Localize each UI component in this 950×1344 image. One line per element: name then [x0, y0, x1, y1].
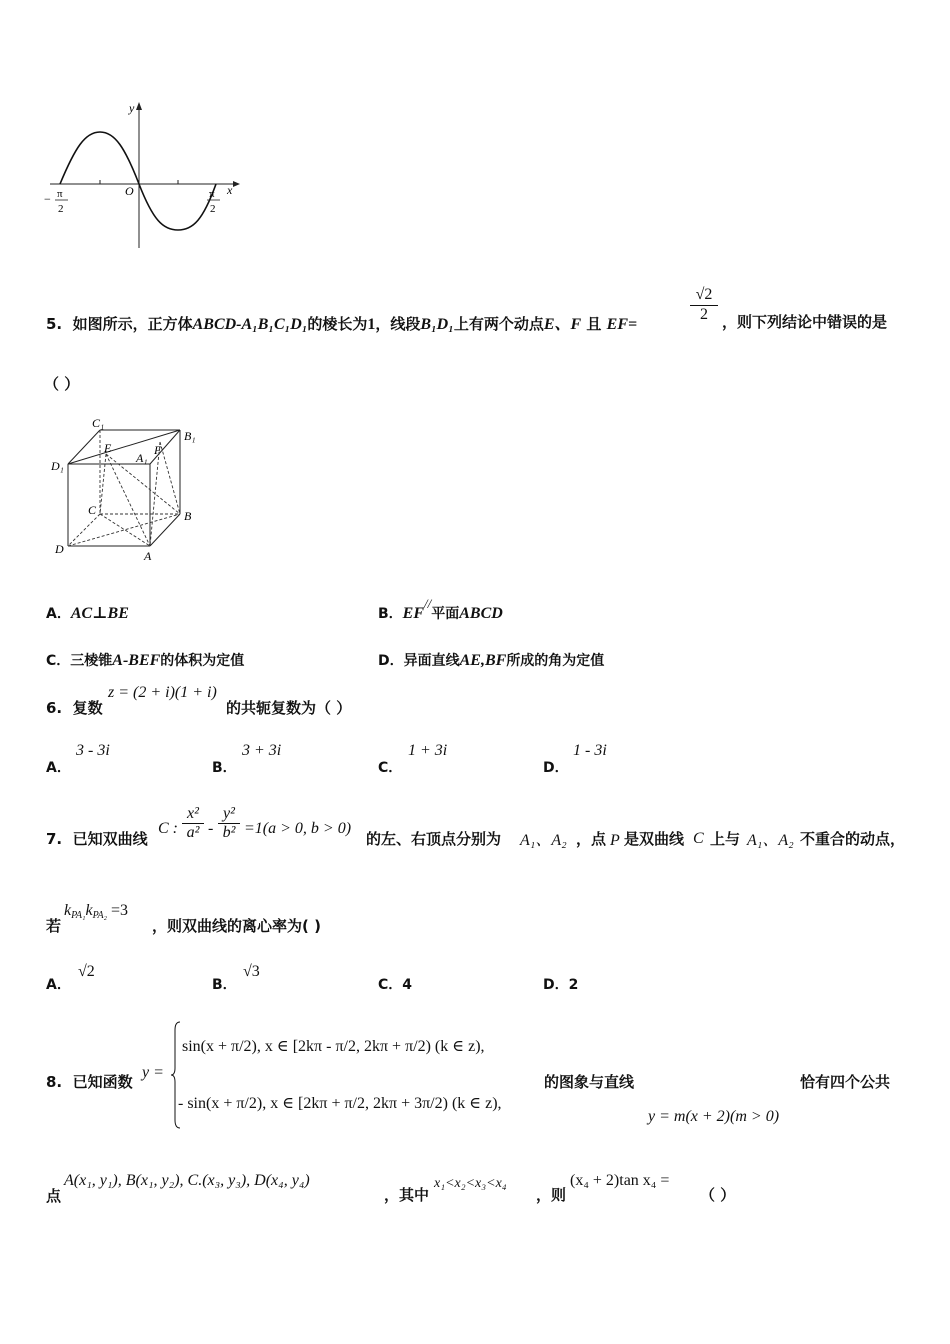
- q7-text-f: 不重合的动点，: [800, 830, 906, 848]
- left-tick-den: 2: [58, 203, 64, 215]
- q5-frac-num: √2: [690, 286, 718, 306]
- q5-option-a-label: A．: [46, 606, 71, 622]
- q5-option-c-pre: 三棱锥: [70, 653, 113, 669]
- q6-option-a-label[interactable]: A．: [46, 760, 71, 776]
- q5-option-a[interactable]: [46, 603, 129, 623]
- q5-option-b-label: B．: [378, 606, 403, 622]
- x-axis-label: x: [227, 183, 233, 197]
- q6-option-c-label[interactable]: C．: [378, 760, 403, 776]
- q7-option-b-value: √3: [243, 963, 260, 980]
- q8-row1: sin(x + π/2), x ∈ [2kπ - π/2, 2kπ + π/2) (k ∈ z),: [182, 1038, 485, 1055]
- q6-option-d-value: 1 - 3i: [573, 742, 607, 759]
- label-c: C: [88, 503, 97, 517]
- q7-option-a-label[interactable]: A．: [46, 977, 71, 993]
- q8-text-d: 点: [46, 1187, 62, 1205]
- q8-expr: [570, 1172, 669, 1190]
- q7-text-b: 的左、右顶点分别为: [366, 830, 502, 848]
- q8-row2: - sin(x + π/2), x ∈ [2kπ + π/2, 2kπ + 3π/2) (k ∈ z),: [178, 1095, 502, 1112]
- q8-expr-text: (x₄ + 2)tan x₄ =: [570, 1172, 670, 1189]
- q7-option-b-label[interactable]: B．: [212, 977, 237, 993]
- origin-label: O: [125, 184, 134, 198]
- q7-option-c[interactable]: [378, 974, 412, 994]
- q7-text-d: 是双曲线: [624, 830, 685, 848]
- q8-text-a: 已知函数: [72, 1073, 133, 1091]
- q7-y2: y²: [218, 805, 240, 824]
- q7-k1-letter: k: [64, 902, 72, 919]
- q5-option-c[interactable]: [46, 650, 244, 670]
- q7-k-rhs: =3: [111, 902, 129, 919]
- q6-stem-b: 的共轭复数为（ ）: [226, 699, 352, 717]
- q6-option-d-label[interactable]: D．: [543, 760, 569, 776]
- q7-frac-x: [182, 805, 204, 842]
- q6-option-a-value: 3 - 3i: [76, 742, 110, 759]
- left-sign: −: [44, 192, 51, 206]
- q7-option-a-value: √2: [78, 963, 95, 980]
- q7-k2-sub: PA₂: [92, 910, 108, 921]
- q6-stem-a: [46, 697, 103, 718]
- q8-text-b: 的图象与直线: [544, 1073, 635, 1091]
- q5-fraction: [690, 286, 718, 324]
- q5-frac-den: 2: [700, 306, 708, 323]
- q7-k1-sub: PA₁: [71, 910, 86, 921]
- q8-text-e: ，其中: [384, 1186, 430, 1204]
- q5-number: 5.: [46, 315, 63, 333]
- q6-option-b-value: 3 + 3i: [242, 742, 282, 759]
- q5-edge: 1: [367, 316, 376, 333]
- q5-segment: B₁D₁: [420, 316, 454, 333]
- left-tick-num: π: [57, 188, 63, 200]
- q7-stem-a: [46, 828, 148, 849]
- q7-number: 7.: [46, 830, 63, 848]
- q5-option-c-name: A-BEF: [112, 652, 161, 669]
- q8-number: 8.: [46, 1073, 63, 1091]
- q8-stem-a: [46, 1071, 133, 1092]
- q5-option-d[interactable]: [378, 650, 604, 670]
- q5-text-a: 如图所示，正方体: [72, 315, 193, 333]
- q7-frac-y: [218, 805, 240, 842]
- label-b1: B₁: [184, 429, 196, 443]
- q6-option-c-value: 1 + 3i: [408, 742, 448, 759]
- q6-option-b-label[interactable]: B．: [212, 760, 237, 776]
- label-e: E: [104, 441, 112, 455]
- q7-c2: C: [693, 830, 704, 847]
- q8-text-c: 恰有四个公共: [800, 1073, 891, 1091]
- label-d1: D₁: [51, 459, 64, 473]
- q5-option-c-label: C．: [46, 653, 71, 669]
- q8-text-f: ，则: [536, 1186, 567, 1204]
- q5-option-b-post: 平面: [431, 606, 460, 622]
- q7-k2-letter: k: [85, 902, 93, 919]
- q5-option-b-plane: ABCD: [459, 605, 503, 622]
- label-a: A: [144, 549, 152, 563]
- q8-brace: [170, 1020, 182, 1130]
- q7-option-d-label: D．: [543, 977, 569, 993]
- q6-formula: z = (2 + i)(1 + i): [108, 684, 217, 701]
- q5-text-e: 且: [586, 315, 602, 333]
- q7-text-e: 上与: [710, 830, 741, 848]
- q7-a2: a²: [186, 824, 200, 841]
- q8-order: x₁<x₂<x₃<x₄: [434, 1176, 507, 1191]
- q7-option-d[interactable]: [543, 974, 578, 994]
- q7-text-g: 若: [46, 917, 62, 935]
- q5-option-b-pre: EF: [402, 605, 425, 622]
- q7-option-c-label: C．: [378, 977, 403, 993]
- q5-option-a-text: AC⊥BE: [70, 605, 129, 622]
- sine-graph: [40, 98, 250, 250]
- q7-b2: b²: [222, 824, 236, 841]
- q5-points: E、F: [543, 316, 582, 333]
- label-f: F: [154, 443, 162, 457]
- q7-p: P: [610, 832, 620, 849]
- q5-option-c-post: 的体积为定值: [160, 653, 245, 669]
- q5-cube-name: ABCD-A₁B₁C₁D₁: [192, 316, 308, 333]
- q5-stem-end: ，则下列结论中错误的是: [722, 313, 888, 331]
- cube-figure: [48, 414, 208, 566]
- q7-option-d-value: 2: [568, 977, 579, 993]
- q5-ef: EF=: [606, 316, 638, 333]
- q7-a1a2: A₁、A₂: [520, 832, 567, 849]
- q5-option-d-label: D．: [378, 653, 404, 669]
- label-d: D: [55, 542, 64, 556]
- right-tick-den: 2: [210, 203, 216, 215]
- q6-number: 6.: [46, 699, 63, 717]
- q5-text-b: 的棱长为: [307, 315, 368, 333]
- q5-paren: （ ）: [44, 375, 80, 393]
- q8-paren: （ ）: [700, 1186, 736, 1204]
- q7-option-c-value: 4: [402, 977, 413, 993]
- q5-option-b-parallel: //: [424, 596, 432, 611]
- q5-option-d-name: AE,BF: [459, 652, 507, 669]
- q5-text-d: 上有两个动点: [453, 315, 544, 333]
- q7-text-h: ，则双曲线的离心率为( ): [152, 917, 321, 935]
- q5-option-b[interactable]: [378, 596, 503, 623]
- q7-c-label: C :: [158, 820, 178, 837]
- q7-text-c: ，点: [576, 830, 607, 848]
- q5-option-d-pre: 异面直线: [403, 653, 460, 669]
- q5-text-c: ，线段: [375, 315, 421, 333]
- q8-line: y = m(x + 2)(m > 0): [648, 1108, 780, 1125]
- q7-rhs: =1(a > 0, b > 0): [244, 820, 352, 837]
- q5-stem: [46, 311, 637, 334]
- q7-a1a2b: A₁、A₂: [747, 832, 794, 849]
- label-c1: C₁: [92, 416, 105, 430]
- q7-x2: x²: [182, 805, 204, 824]
- q7-minus: -: [208, 820, 214, 837]
- q7-k-expr: [64, 902, 128, 921]
- q6-text-a: 复数: [72, 699, 103, 717]
- q5-option-d-post: 所成的角为定值: [506, 653, 605, 669]
- q7-text-a: 已知双曲线: [72, 830, 148, 848]
- q8-points: A(x₁, y₁), B(x₁, y₂), C.(x₃, y₃), D(x₄, y₄): [64, 1172, 310, 1189]
- y-axis-label: y: [129, 101, 135, 115]
- label-a1: A₁: [136, 451, 148, 465]
- label-b: B: [184, 509, 192, 523]
- q8-y-eq: y =: [142, 1064, 164, 1081]
- right-tick-num: π: [209, 188, 215, 200]
